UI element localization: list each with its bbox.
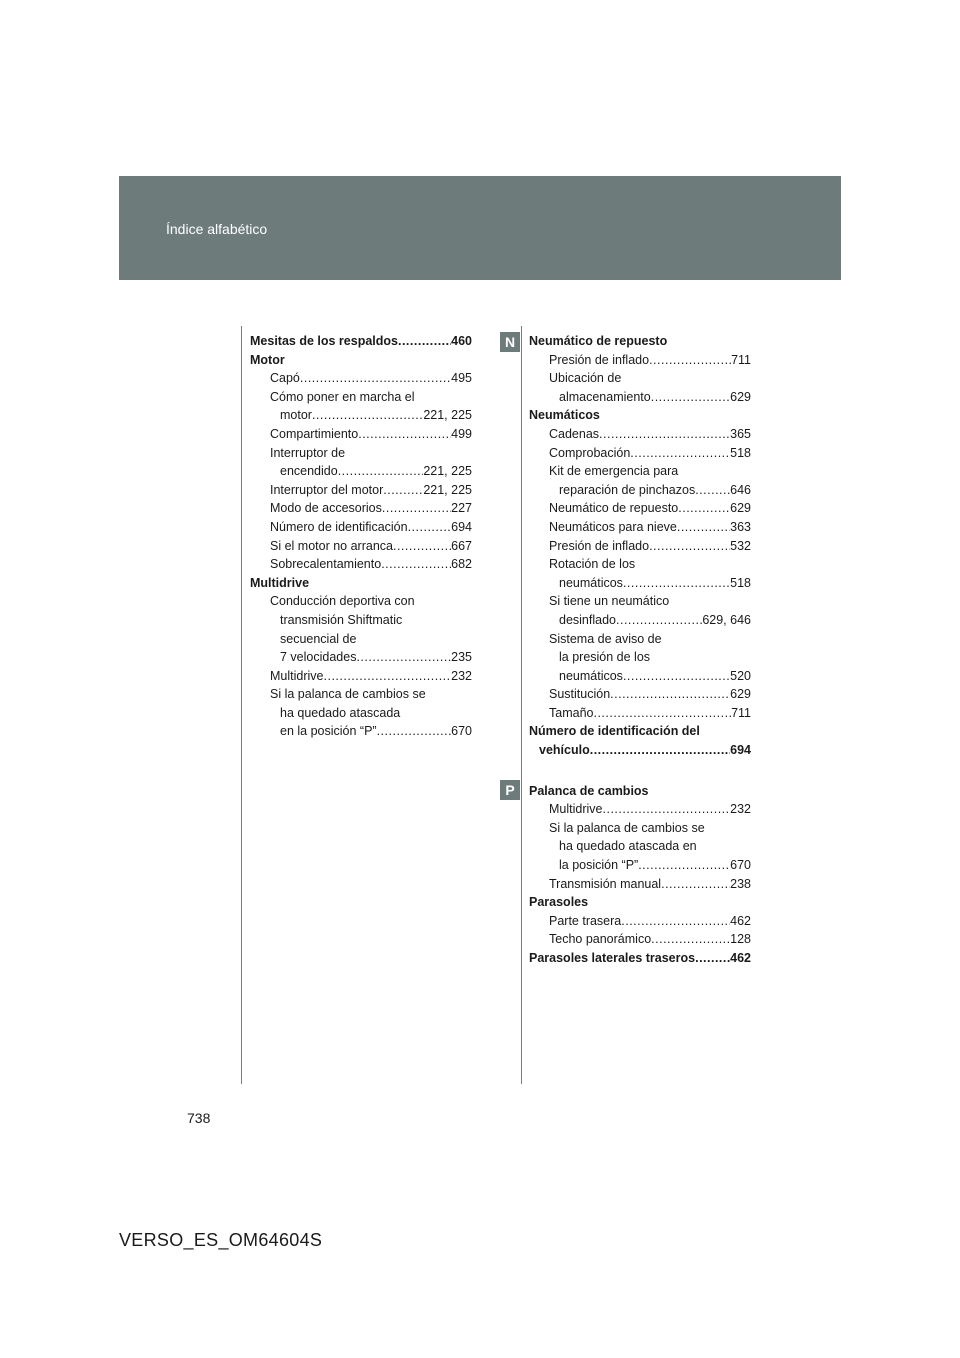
- entry-page-ref: 694: [451, 519, 472, 534]
- index-entry: [250, 425, 472, 444]
- index-column-left: [250, 332, 472, 741]
- entry-page-ref: 629: [730, 687, 751, 702]
- entry-page-ref: 221, 225: [423, 482, 472, 497]
- index-entry: [529, 930, 751, 949]
- index-entry: [529, 611, 751, 630]
- index-subheading: la presión de los: [559, 650, 651, 665]
- letter-tab-n: N: [500, 332, 520, 352]
- index-entry: [250, 555, 472, 574]
- entry-label: en la posición “P”: [280, 724, 377, 739]
- column-divider-left: [241, 326, 242, 1084]
- entry-page-ref: 532: [730, 538, 751, 553]
- dot-leader: [616, 611, 702, 630]
- entry-page-ref: 711: [731, 352, 751, 367]
- dot-leader: [300, 369, 451, 388]
- entry-label: Presión de inflado: [549, 538, 650, 553]
- index-subheading: secuencial de: [280, 631, 357, 646]
- dot-leader: [630, 444, 730, 463]
- index-entry: [529, 499, 751, 518]
- index-entry: [250, 499, 472, 518]
- entry-page-ref: 460: [451, 334, 472, 348]
- entry-label: 7 velocidades: [280, 650, 357, 665]
- dot-leader: [623, 574, 730, 593]
- index-entry: [250, 648, 472, 667]
- index-entry: [529, 518, 751, 537]
- index-subheading: ha quedado atascada: [280, 705, 401, 720]
- dot-leader: [677, 518, 730, 537]
- index-entry: [529, 481, 751, 500]
- index-entry: [250, 667, 472, 686]
- entry-page-ref: 128: [730, 932, 751, 947]
- dot-leader: [590, 741, 730, 760]
- entry-label: reparación de pinchazos: [559, 482, 696, 497]
- dot-leader: [408, 518, 452, 537]
- index-entry: [250, 406, 472, 425]
- index-entry: [250, 332, 472, 351]
- entry-page-ref: 711: [731, 705, 751, 720]
- page-number: 738: [187, 1110, 211, 1126]
- entry-label: Multidrive: [270, 668, 324, 683]
- entry-label: vehículo: [539, 743, 590, 758]
- dot-leader: [651, 930, 730, 949]
- index-entry: [529, 856, 751, 875]
- index-subheading: Cómo poner en marcha el: [270, 389, 415, 404]
- entry-page-ref: 232: [730, 802, 751, 817]
- entry-label: Mesitas de los respaldos: [250, 334, 398, 348]
- entry-page-ref: 227: [451, 501, 472, 516]
- entry-page-ref: 629: [730, 389, 751, 404]
- index-entry: [529, 949, 751, 968]
- entry-page-ref: 363: [730, 519, 751, 534]
- index-subheading: Si tiene un neumático: [549, 594, 670, 609]
- index-entry: [529, 537, 751, 556]
- entry-page-ref: 221, 225: [423, 408, 472, 423]
- index-subheading: Si la palanca de cambios se: [549, 820, 705, 835]
- entry-label: Si el motor no arranca: [270, 538, 393, 553]
- dot-leader: [312, 406, 423, 425]
- entry-page-ref: 495: [451, 371, 472, 386]
- dot-leader: [356, 648, 451, 667]
- entry-page-ref: 629, 646: [702, 612, 751, 627]
- entry-page-ref: 670: [730, 858, 751, 873]
- index-subheading: Sistema de aviso de: [549, 631, 662, 646]
- dot-leader: [623, 667, 730, 686]
- entry-label: Techo panorámico: [549, 932, 652, 947]
- index-entry: [529, 351, 751, 370]
- dot-leader: [383, 481, 423, 500]
- index-heading: Multidrive: [250, 575, 310, 590]
- entry-page-ref: 238: [730, 876, 751, 891]
- dot-leader: [638, 856, 730, 875]
- index-subheading: Si la palanca de cambios se: [270, 687, 426, 702]
- entry-page-ref: 646: [730, 482, 751, 497]
- index-heading: Neumático de repuesto: [529, 334, 668, 348]
- entry-label: Cadenas: [549, 426, 600, 441]
- index-heading: Parasoles: [529, 895, 589, 910]
- index-entry: [529, 685, 751, 704]
- document-code: VERSO_ES_OM64604S: [119, 1230, 323, 1250]
- dot-leader: [381, 555, 451, 574]
- entry-label: Sustitución: [549, 687, 611, 702]
- dot-leader: [377, 722, 452, 741]
- entry-label: desinflado: [559, 612, 616, 627]
- entry-label: Capó: [270, 371, 300, 386]
- section-title: Índice alfabético: [166, 221, 268, 237]
- index-subheading: Interruptor de: [270, 445, 346, 460]
- letter-group-gap: [529, 760, 751, 782]
- entry-page-ref: 518: [730, 445, 751, 460]
- index-subheading: transmisión Shiftmatic: [280, 612, 403, 627]
- entry-page-ref: 694: [730, 743, 751, 758]
- index-entry: [250, 518, 472, 537]
- dot-leader: [382, 499, 451, 518]
- dot-leader: [324, 667, 452, 686]
- entry-page-ref: 462: [730, 913, 751, 928]
- dot-leader: [678, 499, 730, 518]
- entry-label: motor: [280, 408, 312, 423]
- entry-label: neumáticos: [559, 668, 623, 683]
- entry-page-ref: 520: [730, 668, 751, 683]
- index-heading: Neumáticos: [529, 408, 600, 423]
- entry-label: Número de identificación: [270, 519, 408, 534]
- entry-label: Sobrecalentamiento: [270, 557, 382, 572]
- index-entry: [529, 574, 751, 593]
- index-entry: [529, 875, 751, 894]
- index-subheading: ha quedado atascada en: [559, 839, 697, 854]
- dot-leader: [649, 537, 730, 556]
- entry-label: Multidrive: [549, 802, 603, 817]
- index-entry: [529, 704, 751, 723]
- index-entry: [529, 388, 751, 407]
- letter-tab-p: P: [500, 780, 520, 800]
- entry-page-ref: 365: [730, 426, 751, 441]
- entry-label: Tamaño: [549, 705, 594, 720]
- entry-page-ref: 499: [451, 426, 472, 441]
- dot-leader: [610, 685, 730, 704]
- entry-label: Parasoles laterales traseros: [529, 951, 696, 965]
- entry-page-ref: 667: [451, 538, 472, 553]
- entry-label: encendido: [280, 464, 338, 479]
- dot-leader: [603, 800, 731, 819]
- index-subheading: Rotación de los: [549, 557, 636, 572]
- entry-page-ref: 221, 225: [423, 464, 472, 479]
- entry-page-ref: 629: [730, 501, 751, 516]
- entry-page-ref: 462: [730, 951, 751, 965]
- dot-leader: [695, 481, 730, 500]
- dot-leader: [593, 704, 731, 723]
- index-entry: [250, 537, 472, 556]
- index-entry: [250, 462, 472, 481]
- index-subheading: Conducción deportiva con: [270, 594, 415, 609]
- entry-label: Neumáticos para nieve: [549, 519, 677, 534]
- entry-label: Interruptor del motor: [270, 482, 384, 497]
- entry-label: Neumático de repuesto: [549, 501, 679, 516]
- dot-leader: [338, 462, 424, 481]
- dot-leader: [649, 351, 731, 370]
- index-entry: [529, 444, 751, 463]
- entry-label: almacenamiento: [559, 389, 651, 404]
- dot-leader: [393, 537, 451, 556]
- entry-label: Transmisión manual: [549, 876, 662, 891]
- entry-label: Compartimiento: [270, 426, 359, 441]
- index-entry: [250, 722, 472, 741]
- entry-page-ref: 232: [451, 668, 472, 683]
- entry-page-ref: 682: [451, 557, 472, 572]
- entry-page-ref: 670: [451, 724, 472, 739]
- header-band: [119, 176, 841, 280]
- index-heading: Palanca de cambios: [529, 783, 649, 798]
- entry-label: Parte trasera: [549, 913, 622, 928]
- index-subheading: Ubicación de: [549, 371, 622, 386]
- entry-label: Presión de inflado: [549, 352, 650, 367]
- entry-page-ref: 235: [451, 650, 472, 665]
- entry-label: neumáticos: [559, 575, 623, 590]
- index-entry: [250, 481, 472, 500]
- dot-leader: [358, 425, 451, 444]
- dot-leader: [651, 388, 730, 407]
- index-subheading: Kit de emergencia para: [549, 464, 679, 479]
- index-entry: [529, 912, 751, 931]
- column-divider-right: [521, 326, 522, 1084]
- entry-label: Comprobación: [549, 445, 631, 460]
- dot-leader: [695, 949, 730, 968]
- dot-leader: [621, 912, 730, 931]
- index-entry: [250, 369, 472, 388]
- index-heading: Número de identificación del: [529, 724, 700, 739]
- index-heading: Motor: [250, 352, 285, 367]
- dot-leader: [661, 875, 730, 894]
- entry-page-ref: 518: [730, 575, 751, 590]
- index-entry: [529, 425, 751, 444]
- index-entry: [529, 800, 751, 819]
- index-entry: [529, 667, 751, 686]
- index-column-right: [529, 332, 751, 968]
- dot-leader: [599, 425, 730, 444]
- entry-label: la posición “P”: [559, 858, 639, 873]
- index-entry: [529, 741, 751, 760]
- entry-label: Modo de accesorios: [270, 501, 382, 516]
- dot-leader: [398, 332, 451, 351]
